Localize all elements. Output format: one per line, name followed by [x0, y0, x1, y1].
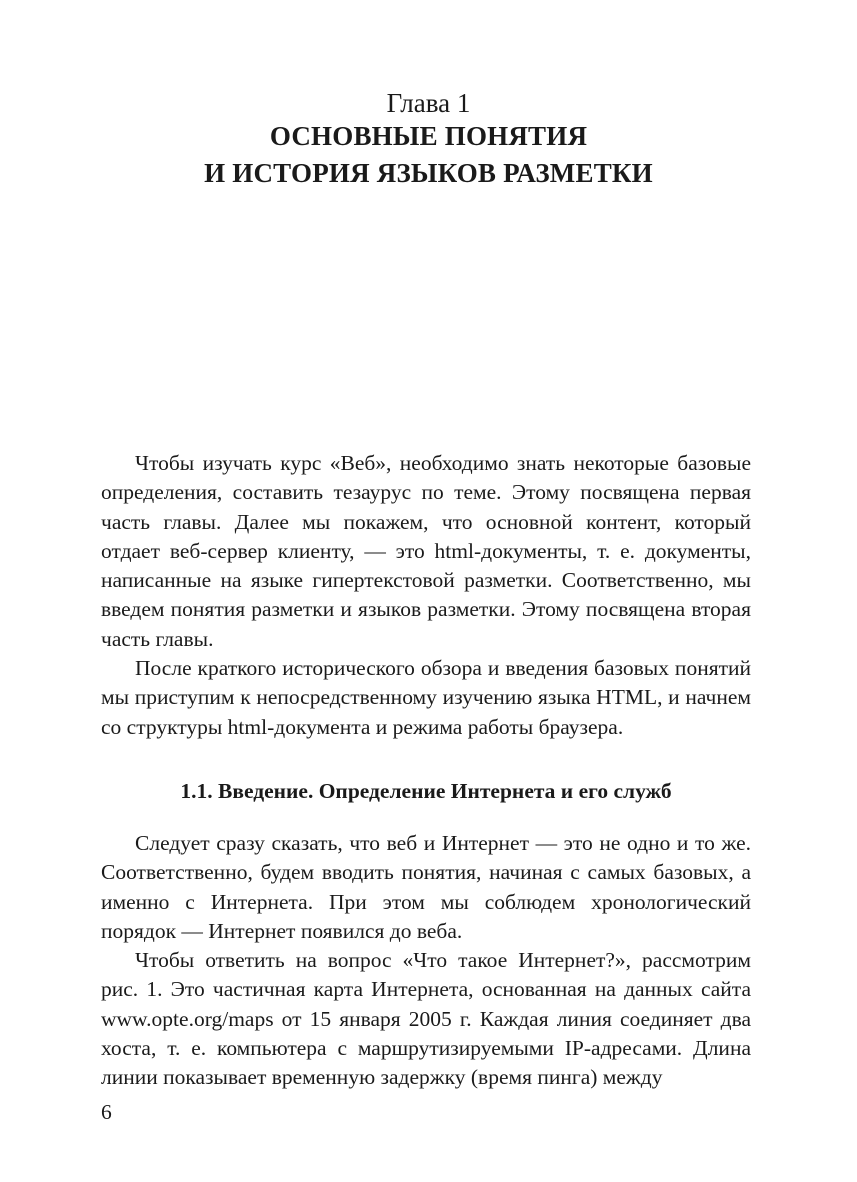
intro-paragraph-1: Чтобы изучать курс «Веб», необходимо знать некоторые базовые определения, составить тезаурус по теме. Этому посвящена первая часть главы. Далее мы покажем, что основной контент, который отдает веб-сервер клиенту, — это html-документы, т. е. документы, написанные на языке гипертекстовой разметки. Соответственно, мы введем понятия разметки и языков разметки. Этому посвящена вторая часть главы. [101, 451, 751, 651]
page-number: 6 [101, 1100, 112, 1124]
intro-paragraph-2: После краткого исторического обзора и введения базовых понятий мы приступим к непосредственному изучению языка HTML, и начнем со структуры html-документа и режима работы браузера. [101, 656, 751, 739]
chapter-label: Глава 1 [386, 88, 471, 118]
chapter-title-line-1: ОСНОВНЫЕ ПОНЯТИЯ [269, 121, 588, 151]
section-heading: 1.1. Введение. Определение Интернета и его служб [180, 779, 672, 803]
intro-text [101, 449, 751, 742]
section-paragraph-1: Следует сразу сказать, что веб и Интернет — это не одно и то же. Соответственно, будем вводить понятия, начиная с самых базовых, а именно с Интернета. При этом мы соблюдем хронологический порядок — Интернет появился до веба. [101, 831, 751, 943]
section-paragraph-2: Чтобы ответить на вопрос «Что такое Интернет?», рассмотрим рис. 1. Это частичная карта Интернета, основанная на данных сайта www.opte.org/maps от 15 января 2005 г. Каждая линия соединяет два хоста, т. е. компьютера с маршрутизируемыми IP-адресами. Длина линии показывает временную задержку (время пинга) между [101, 948, 751, 1090]
chapter-header [0, 88, 857, 192]
section-text [101, 829, 751, 1093]
chapter-title-line-2: И ИСТОРИЯ ЯЗЫКОВ РАЗМЕТКИ [204, 158, 653, 188]
